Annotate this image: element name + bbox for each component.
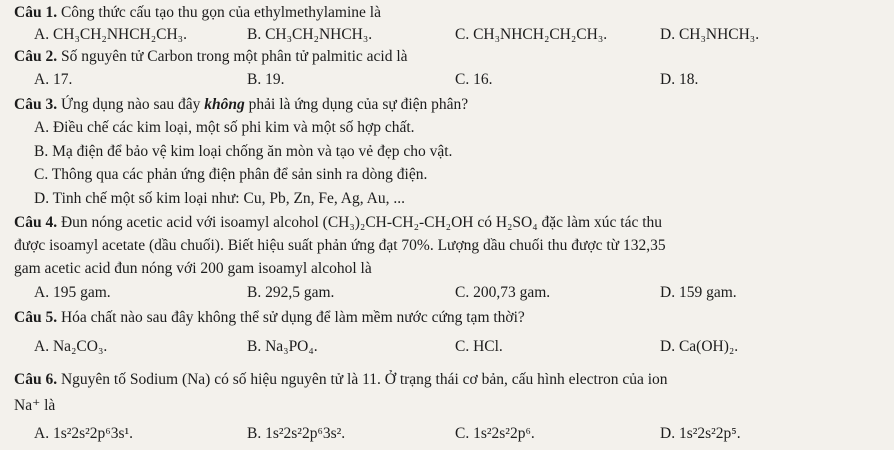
option-d: D. 159 gam.	[660, 284, 737, 301]
question-text-line-1: Đun nóng acetic acid với isoamyl alcohol (CH₃)₂CH-CH₂-CH₂OH có H₂SO₄ đặc làm xúc tác thu	[60, 214, 663, 231]
question-6	[14, 371, 668, 389]
question-text-start: Ứng dụng nào sau đây	[60, 96, 205, 113]
option-d: D. 1s²2s²2p⁵.	[660, 425, 741, 442]
option-c: C. Thông qua các phản ứng điện phân để sản sinh ra dòng điện.	[34, 166, 428, 183]
question-number: Câu 6.	[14, 371, 58, 388]
option-d: D. Ca(OH)₂.	[660, 338, 739, 355]
option-b: B. 1s²2s²2p⁶3s².	[247, 425, 346, 442]
option-a: A. 195 gam.	[34, 284, 111, 301]
question-text-line-1: Nguyên tố Sodium (Na) có số hiệu nguyên tử là 11. Ở trạng thái cơ bản, cấu hình electron của ion	[60, 371, 668, 388]
option-c: C. HCl.	[455, 338, 503, 355]
option-c: C. 200,73 gam.	[455, 284, 551, 301]
option-b: B. Na₃PO₄.	[247, 338, 318, 355]
option-b: B. 292,5 gam.	[247, 284, 335, 301]
option-d: D. 18.	[660, 71, 699, 88]
question-2	[14, 48, 408, 66]
option-c: C. CH₃NHCH₂CH₂CH₃.	[455, 26, 608, 43]
question-3	[14, 96, 468, 114]
question-text-line-3: gam acetic acid đun nóng với 200 gam isoamyl alcohol là	[14, 260, 372, 277]
option-c: C. 16.	[455, 71, 493, 88]
option-a: A. 1s²2s²2p⁶3s¹.	[34, 425, 134, 442]
emphasis-word: không	[204, 96, 245, 113]
option-b: B. CH₃CH₂NHCH₃.	[247, 26, 373, 43]
option-c: C. 1s²2s²2p⁶.	[455, 425, 535, 442]
question-1	[14, 4, 381, 22]
option-a: A. 17.	[34, 71, 73, 88]
question-text: Công thức cấu tạo thu gọn của ethylmethylamine là	[60, 4, 381, 21]
option-d: D. CH₃NHCH₃.	[660, 26, 760, 43]
question-number: Câu 1.	[14, 4, 58, 21]
question-number: Câu 2.	[14, 48, 58, 65]
question-text-line-2: được isoamyl acetate (dầu chuối). Biết hiệu suất phản ứng đạt 70%. Lượng dầu chuối thu được từ 132,35	[14, 237, 666, 254]
question-5	[14, 309, 525, 327]
question-text-line-2: Na⁺ là	[14, 397, 56, 414]
option-a: A. Na₂CO₃.	[34, 338, 108, 355]
option-d: D. Tinh chế một số kim loại như: Cu, Pb, Zn, Fe, Ag, Au, ...	[34, 190, 405, 207]
question-text: Hóa chất nào sau đây không thể sử dụng để làm mềm nước cứng tạm thời?	[60, 309, 525, 326]
question-number: Câu 5.	[14, 309, 58, 326]
question-text: Số nguyên tử Carbon trong một phân tử palmitic acid là	[60, 48, 408, 65]
question-4	[14, 214, 662, 232]
option-b: B. 19.	[247, 71, 285, 88]
option-a: A. Điều chế các kim loại, một số phi kim và một số hợp chất.	[34, 119, 415, 136]
question-number: Câu 4.	[14, 214, 58, 231]
question-text-end: phải là ứng dụng của sự điện phân?	[244, 96, 469, 113]
option-b: B. Mạ điện để bảo vệ kim loại chống ăn mòn và tạo vẻ đẹp cho vật.	[34, 143, 453, 160]
option-a: A. CH₃CH₂NHCH₂CH₃.	[34, 26, 187, 43]
question-number: Câu 3.	[14, 96, 58, 113]
